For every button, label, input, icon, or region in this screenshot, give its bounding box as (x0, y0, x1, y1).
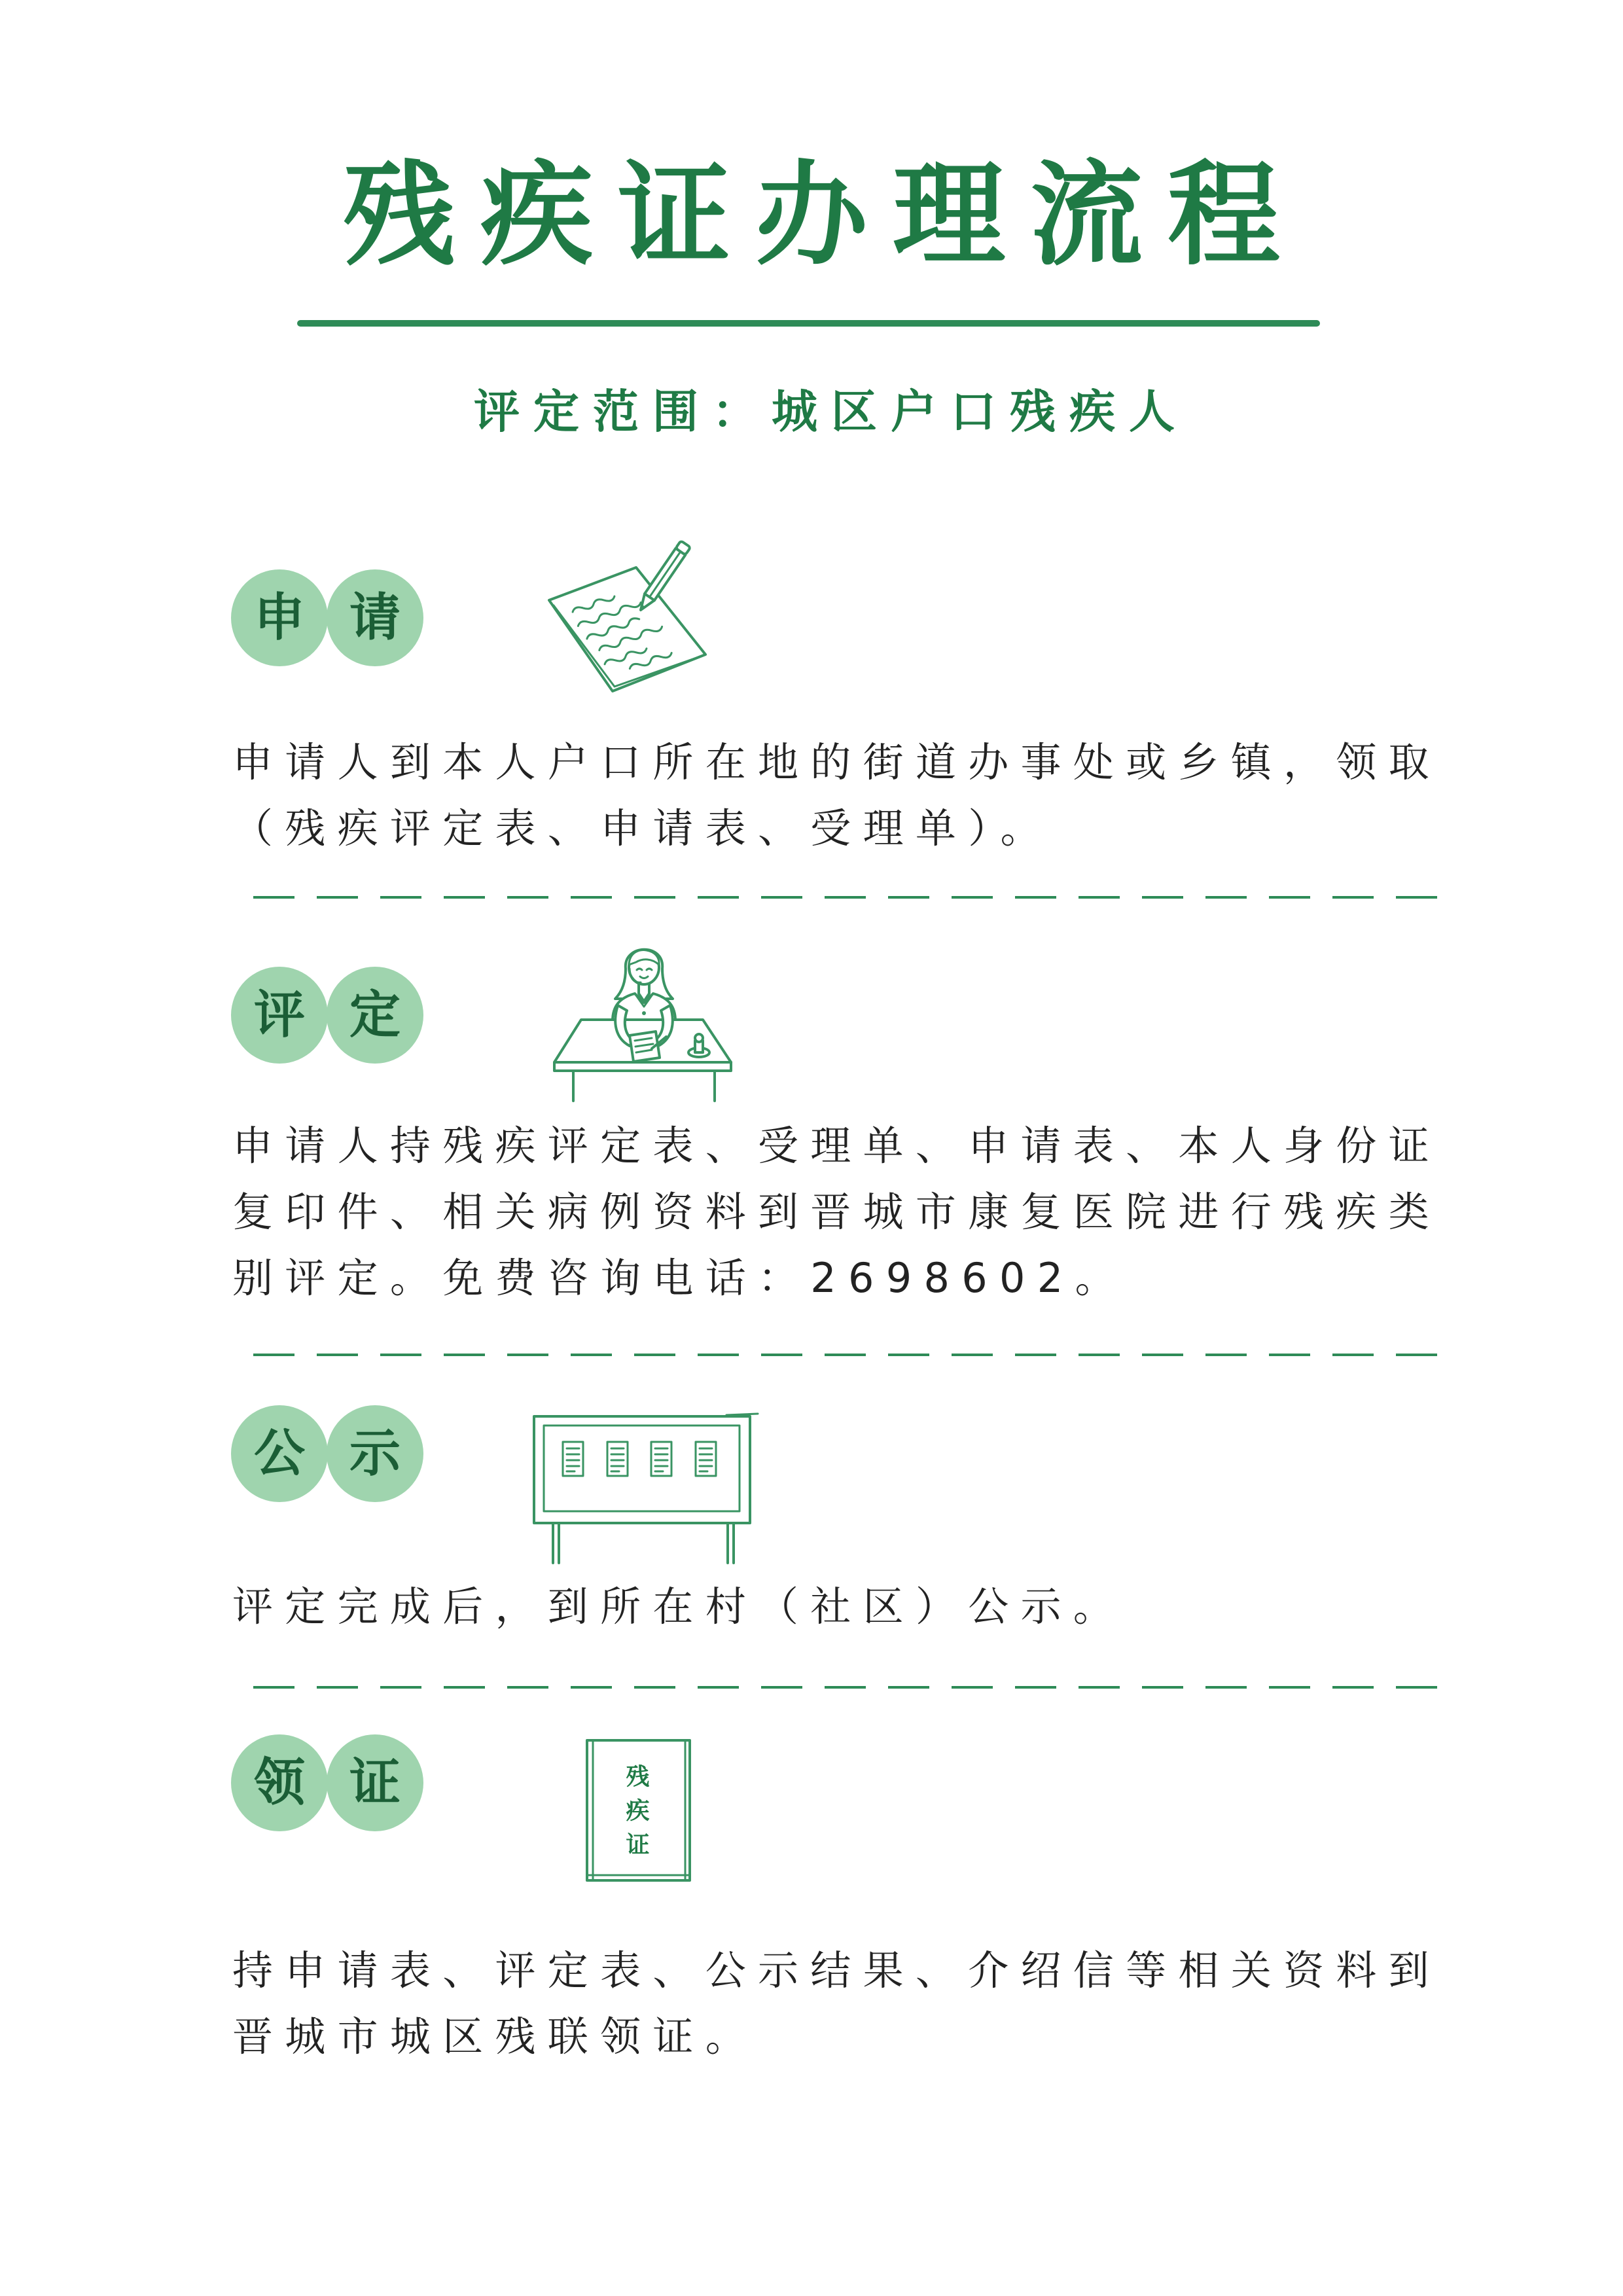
step-badge-publicize (231, 1405, 425, 1502)
board-legs (553, 1523, 734, 1563)
clerk-at-desk-icon (547, 927, 738, 1105)
board-frame-sketch (726, 1414, 758, 1415)
badge-char: 评 (231, 967, 328, 1064)
paper (549, 567, 705, 691)
page-title: 残疾证办理流程 (343, 149, 1305, 281)
button (642, 1011, 646, 1015)
pencil-stripe (650, 552, 681, 597)
badge-char: 示 (327, 1405, 423, 1502)
step-description-publicize (232, 1573, 1476, 1640)
notice-board-icon (530, 1411, 760, 1568)
dashed-divider (253, 1685, 1438, 1690)
badge-char: 申 (231, 569, 328, 666)
step-text-line: 别评定。免费咨询电话：2698602。 (232, 1254, 1128, 1302)
badge-char: 定 (327, 967, 423, 1064)
step-badge-collect (231, 1734, 425, 1831)
step-badge-apply (231, 569, 425, 666)
assessment-scope: 评定范围：城区户口残疾人 (474, 385, 1188, 439)
step-description-apply (232, 729, 1476, 861)
badge-char: 证 (327, 1734, 423, 1831)
step-text-line: 评定完成后，到所在村（社区）公示。 (232, 1583, 1126, 1630)
stamp-knob (695, 1034, 703, 1042)
step-text-line: （残疾评定表、申请表、受理单）。 (232, 804, 1053, 852)
step-text-line: 晋城市城区残联领证。 (232, 2013, 758, 2060)
step-text-line: 申请人持残疾评定表、受理单、申请表、本人身份证 (232, 1122, 1441, 1170)
board-frame (534, 1416, 750, 1523)
desk-front (554, 1062, 731, 1071)
step-description-collect (232, 1937, 1476, 2070)
step-description-assess (232, 1113, 1476, 1311)
step-text-line: 申请人到本人户口所在地的街道办事处或乡镇，领取 (232, 738, 1441, 786)
certificate-title: 残疾证 (622, 1764, 649, 1866)
step-text-line: 持申请表、评定表、公示结果、介绍信等相关资料到 (232, 1946, 1441, 1994)
writing-paper-pencil-icon (542, 537, 713, 699)
dashed-divider (253, 895, 1438, 900)
badge-char: 请 (327, 569, 423, 666)
step-text-line: 复印件、相关病例资料到晋城市康复医院进行残疾类 (232, 1188, 1441, 1236)
dashed-divider (253, 1352, 1438, 1357)
step-badge-assess (231, 967, 425, 1064)
badge-char: 公 (231, 1405, 328, 1502)
badge-char: 领 (231, 1734, 328, 1831)
title-underline (297, 320, 1320, 327)
